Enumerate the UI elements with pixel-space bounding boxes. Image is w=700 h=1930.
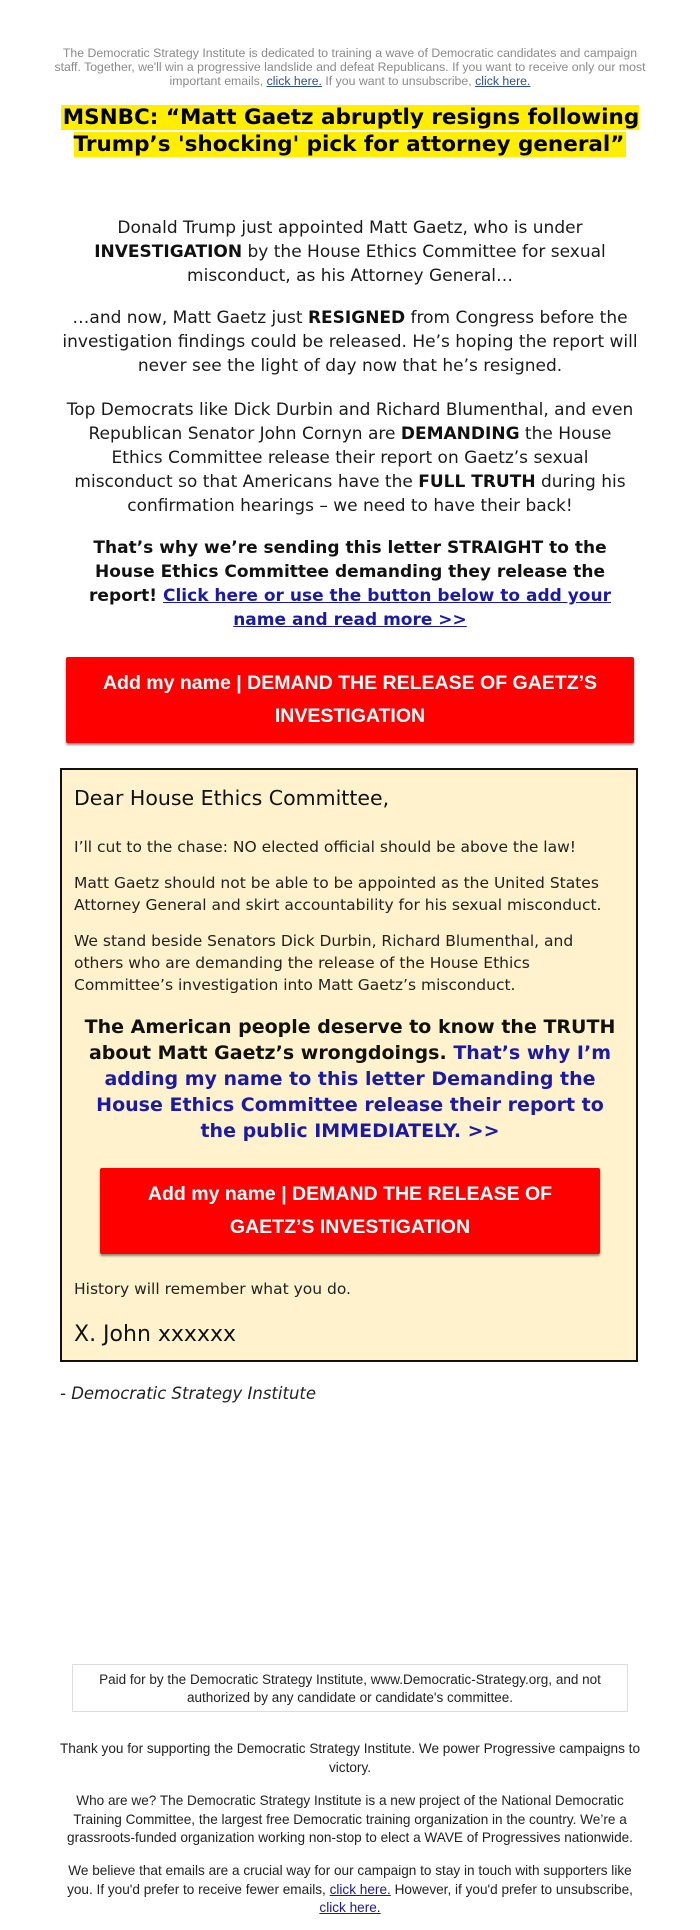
p3-emphasis-2: FULL TRUTH <box>418 472 536 492</box>
letter-paragraph-1: I’ll cut to the chase: NO elected official should be above the law! <box>74 838 576 856</box>
headline-container <box>60 104 640 158</box>
important-emails-link[interactable]: click here. <box>266 74 322 88</box>
cta-letter-line-1: Add my name | DEMAND THE RELEASE OF <box>147 1183 553 1205</box>
letter-paragraph-3: We stand beside Senators Dick Durbin, Richard Blumenthal, and others who are demanding the release of the House Ethics Committee’s investigation into Matt Gaetz’s misconduct. <box>74 932 574 994</box>
p4-text: That’s why we’re sending this letter STRAIGHT to the House Ethics Committee demanding they release the report! <box>89 538 607 606</box>
preheader-text-mid: If you want to unsubscribe, <box>321 74 476 88</box>
body-paragraph-2 <box>62 306 638 378</box>
letter-greeting: Dear House Ethics Committee, <box>74 786 390 810</box>
footer-unsubscribe-link[interactable]: click here. <box>319 1900 381 1915</box>
preheader-text: The Democratic Strategy Institute is dedicated to training a wave of Democratic candidates and campaign staff. Together, we'll win a progressive landslide and defeat Republicans. If you want to receive only our most important emails, <box>54 46 646 88</box>
p2-emphasis: RESIGNED <box>307 308 406 328</box>
letter-callout-black: The American people deserve to know the TRUTH about Matt Gaetz’s wrongdoings. <box>84 1016 616 1064</box>
footer-email-text-mid: However, if you'd prefer to unsubscribe, <box>390 1881 633 1897</box>
p2-text: …and now, Matt Gaetz just <box>72 308 308 328</box>
paid-for-disclaimer: Paid for by the Democratic Strategy Institute, www.Democratic-Strategy.org, and not authorized by any candidate or candidate's committee. <box>72 1664 628 1712</box>
letter-signature: X. John xxxxxx <box>74 1322 237 1347</box>
p1-text: Donald Trump just appointed Matt Gaetz, who is under <box>117 218 583 238</box>
footer-who-we-are: Who are we? The Democratic Strategy Institute is a new project of the National Democratic Training Committee, the largest free Democratic training organization in the country. We’re a grassroots-funded organization working non-stop to elect a WAVE of Progressives nationwide. <box>67 1793 633 1845</box>
add-name-button-letter[interactable] <box>100 1168 600 1254</box>
letter-paragraph-2: Matt Gaetz should not be able to be appointed as the United States Attorney General and skirt accountability for his sexual misconduct. <box>74 874 602 914</box>
cta-top-line-2: INVESTIGATION <box>274 705 426 727</box>
p3-emphasis-1: DEMANDING <box>400 424 520 444</box>
p3-text: Top Democrats like Dick Durbin and Richard Blumenthal, and even Republican Senator John Cornyn are <box>66 400 634 444</box>
letter-box <box>60 768 638 1362</box>
letter-callout <box>76 1014 624 1144</box>
unsubscribe-link[interactable]: click here. <box>475 74 531 88</box>
signoff: - Democratic Strategy Institute <box>60 1384 317 1403</box>
add-name-link[interactable]: Click here or use the button below to add your name and read more >> <box>162 586 611 630</box>
cta-letter-line-2: GAETZ’S INVESTIGATION <box>229 1216 471 1238</box>
preheader <box>52 46 648 88</box>
footer-email-preferences <box>56 1862 644 1918</box>
p2-text-end: from Congress before the investigation findings could be released. He’s hoping the report will never see the light of day now that he’s resigned. <box>62 308 638 376</box>
body-paragraph-3 <box>62 398 638 518</box>
body-paragraph-4 <box>62 536 638 632</box>
add-name-button-top[interactable] <box>66 657 634 743</box>
letter-closing: History will remember what you do. <box>74 1280 351 1298</box>
p1-emphasis: INVESTIGATION <box>94 242 243 262</box>
p3-text-mid: the House Ethics Committee release their report on Gaetz’s sexual misconduct so that Americans have the <box>74 424 612 492</box>
body-paragraph-1 <box>62 216 638 288</box>
cta-top-line-1: Add my name | DEMAND THE RELEASE OF GAETZ’S <box>102 672 598 694</box>
p1-text-end: by the House Ethics Committee for sexual misconduct, as his Attorney General… <box>187 242 606 286</box>
letter-callout-link[interactable]: That’s why I’m adding my name to this letter Demanding the House Ethics Committee release their report to the public IMMEDIATELY. >> <box>96 1042 612 1142</box>
footer-email-text: We believe that emails are a crucial way for our campaign to stay in touch with supporters like you. If you'd prefer to receive fewer emails, <box>67 1863 632 1897</box>
fewer-emails-link[interactable]: click here. <box>329 1881 391 1897</box>
headline: MSNBC: “Matt Gaetz abruptly resigns following Trump’s 'shocking' pick for attorney general” <box>62 105 640 157</box>
footer-thanks: Thank you for supporting the Democratic Strategy Institute. We power Progressive campaigns to victory. <box>59 1741 641 1775</box>
p3-text-end: during his confirmation hearings – we need to have their back! <box>127 472 626 516</box>
